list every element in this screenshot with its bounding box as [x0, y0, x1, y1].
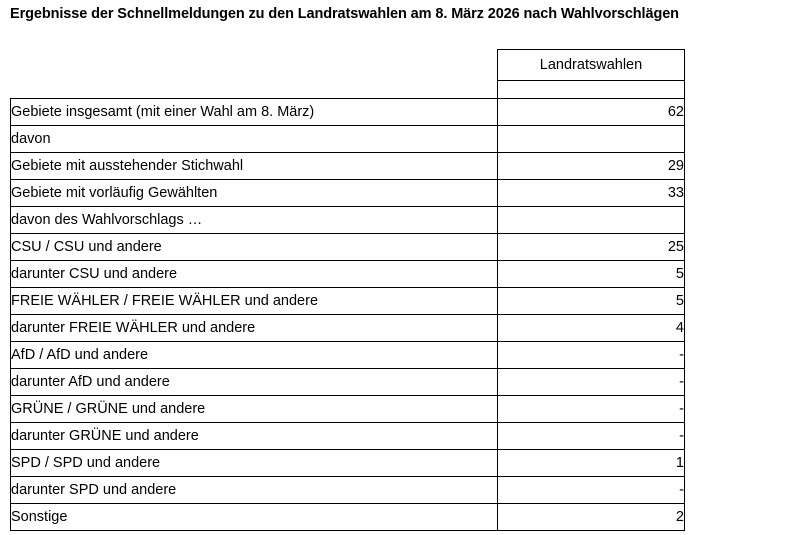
row-value: [498, 126, 685, 153]
row-label: Gebiete mit vorläufig Gewählten: [11, 180, 498, 207]
table-row: [11, 315, 685, 342]
row-value: 5: [498, 261, 685, 288]
table-head: [11, 50, 685, 99]
row-label: AfD / AfD und andere: [11, 342, 498, 369]
row-label: Gebiete mit ausstehender Stichwahl: [11, 153, 498, 180]
table-row: [11, 396, 685, 423]
table-row: [11, 369, 685, 396]
table-body: [11, 99, 685, 531]
row-label: CSU / CSU und andere: [11, 234, 498, 261]
row-value: 5: [498, 288, 685, 315]
table-row: [11, 261, 685, 288]
table-row: [11, 153, 685, 180]
table-row: [11, 342, 685, 369]
header-label-blank: [11, 50, 498, 81]
row-value: -: [498, 477, 685, 504]
row-label: davon des Wahlvorschlags …: [11, 207, 498, 234]
table-header-row: [11, 50, 685, 81]
row-value: [498, 207, 685, 234]
row-value: 2: [498, 504, 685, 531]
spacer-label-cell: [11, 81, 498, 99]
table-row: [11, 288, 685, 315]
row-label: FREIE WÄHLER / FREIE WÄHLER und andere: [11, 288, 498, 315]
row-value: -: [498, 342, 685, 369]
results-table: [10, 49, 685, 531]
header-landratswahlen: Landratswahlen: [498, 50, 685, 81]
table-row: [11, 207, 685, 234]
row-label: GRÜNE / GRÜNE und andere: [11, 396, 498, 423]
table-row: [11, 180, 685, 207]
row-label: darunter CSU und andere: [11, 261, 498, 288]
row-label: darunter AfD und andere: [11, 369, 498, 396]
row-label: darunter SPD und andere: [11, 477, 498, 504]
row-value: 4: [498, 315, 685, 342]
row-value: 29: [498, 153, 685, 180]
table-row: [11, 450, 685, 477]
table-row: [11, 504, 685, 531]
row-value: 1: [498, 450, 685, 477]
row-value: 62: [498, 99, 685, 126]
row-label: davon: [11, 126, 498, 153]
row-label: SPD / SPD und andere: [11, 450, 498, 477]
row-label: Sonstige: [11, 504, 498, 531]
table-row: [11, 126, 685, 153]
row-value: 33: [498, 180, 685, 207]
row-value: -: [498, 396, 685, 423]
spacer-value-cell: [498, 81, 685, 99]
table-row: [11, 477, 685, 504]
row-value: 25: [498, 234, 685, 261]
table-row: [11, 234, 685, 261]
row-value: -: [498, 369, 685, 396]
page-title: Ergebnisse der Schnellmeldungen zu den Landratswahlen am 8. März 2026 nach Wahlvorschlägen: [10, 6, 679, 22]
table-row: [11, 99, 685, 126]
row-label: darunter GRÜNE und andere: [11, 423, 498, 450]
row-label: Gebiete insgesamt (mit einer Wahl am 8. März): [11, 99, 498, 126]
row-value: -: [498, 423, 685, 450]
row-label: darunter FREIE WÄHLER und andere: [11, 315, 498, 342]
table-spacer-row: [11, 81, 685, 99]
table-row: [11, 423, 685, 450]
